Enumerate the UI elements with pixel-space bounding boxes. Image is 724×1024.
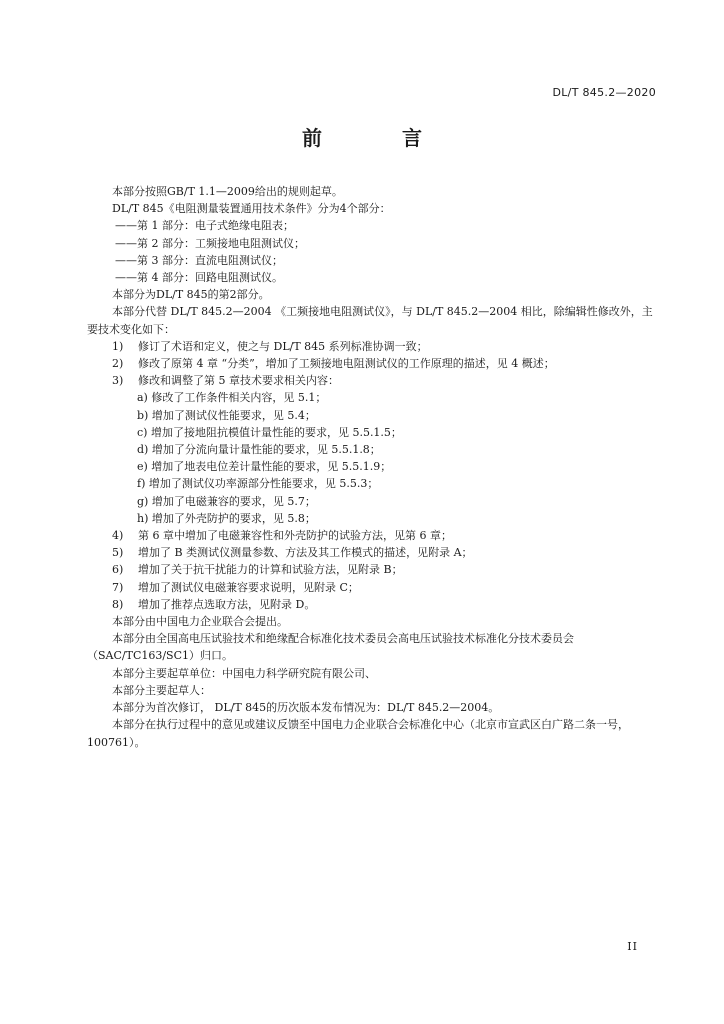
sub-change-item: g) 增加了电磁兼容的要求，见 5.7； <box>137 494 316 508</box>
change-number: 1) <box>112 339 124 353</box>
change-text: 修改和调整了第 5 章技术要求相关内容： <box>138 374 339 388</box>
part-list-item: ——第 3 部分：直流电阻测试仪； <box>115 253 283 267</box>
page-number: II <box>627 940 638 953</box>
change-number: 4) <box>112 529 124 543</box>
paragraph: 本部分为DL/T 845的第2部分。 <box>112 288 270 302</box>
change-item <box>87 596 661 613</box>
part-list-item: ——第 4 部分：回路电阻测试仪。 <box>115 271 283 285</box>
change-number: 8) <box>112 597 124 611</box>
change-text: 增加了关于抗干扰能力的计算和试验方法，见附录 B； <box>138 563 403 577</box>
change-number: 7) <box>112 580 124 594</box>
paragraph: 本部分代替 DL/T 845.2—2004 《工频接地电阻测试仪》，与 DL/T 845.2—2004 相比，除编辑性修改外，主要技术变化如下： <box>87 305 653 336</box>
change-text: 增加了测试仪电磁兼容要求说明，见附录 C； <box>138 580 359 594</box>
paragraph: 本部分主要起草单位：中国电力科学研究院有限公司、 <box>112 666 376 680</box>
page-title: 前 言 <box>302 126 452 150</box>
part-list-item: ——第 2 部分：工频接地电阻测试仪； <box>115 236 305 250</box>
change-item <box>87 544 661 561</box>
change-text: 增加了 B 类测试仪测量参数、方法及其工作模式的描述，见附录 A； <box>138 546 473 560</box>
sub-change-item: e) 增加了地表电位差计量性能的要求，见 5.5.1.9； <box>137 460 392 474</box>
change-item <box>87 579 661 596</box>
change-number: 2) <box>112 357 124 371</box>
paragraph: 本部分由全国高电压试验技术和绝缘配合标准化技术委员会高电压试验技术标准化分技术委员会（SAC/TC163/SC1）归口。 <box>87 632 574 663</box>
change-item <box>87 355 661 372</box>
paragraph: DL/T 845《电阻测量装置通用技术条件》分为4个部分： <box>112 202 391 216</box>
sub-change-item: h) 增加了外壳防护的要求，见 5.8； <box>137 511 316 525</box>
sub-change-item: b) 增加了测试仪性能要求，见 5.4； <box>137 408 316 422</box>
change-item <box>87 372 661 389</box>
change-text: 增加了推荐点选取方法，见附录 D。 <box>138 597 316 611</box>
part-list-item: ——第 1 部分：电子式绝缘电阻表； <box>115 219 294 233</box>
sub-change-item: c) 增加了接地阻抗模值计量性能的要求，见 5.5.1.5； <box>137 425 402 439</box>
change-number: 5) <box>112 546 124 560</box>
change-item <box>87 338 661 355</box>
paragraph: 本部分由中国电力企业联合会提出。 <box>112 615 288 629</box>
paragraph: 本部分为首次修订， DL/T 845的历次版本发布情况为：DL/T 845.2—2004。 <box>112 701 500 715</box>
sub-change-item: a) 修改了工作条件相关内容，见 5.1； <box>137 391 327 405</box>
change-item <box>87 561 661 578</box>
paragraph: 本部分在执行过程中的意见或建议反馈至中国电力企业联合会标准化中心（北京市宣武区白广路二条一号，100761）。 <box>87 718 629 749</box>
paragraph: 本部分主要起草人： <box>112 683 211 697</box>
sub-change-item: d) 增加了分流向量计量性能的要求，见 5.5.1.8； <box>137 443 381 457</box>
sub-change-item: f) 增加了测试仪功率源部分性能要求，见 5.5.3； <box>137 477 379 491</box>
foreword-body <box>87 183 661 751</box>
change-text: 修改了原第 4 章 “分类”，增加了工频接地电阻测试仪的工作原理的描述，见 4 概述； <box>138 357 555 371</box>
change-item <box>87 527 661 544</box>
change-text: 修订了术语和定义，使之与 DL/T 845 系列标准协调一致； <box>138 339 428 353</box>
change-number: 3) <box>112 374 124 388</box>
paragraph: 本部分按照GB/T 1.1—2009给出的规则起草。 <box>112 185 343 198</box>
change-text: 第 6 章中增加了电磁兼容性和外壳防护的试验方法，见第 6 章； <box>138 529 452 543</box>
standard-code: DL/T 845.2—2020 <box>552 86 656 99</box>
change-number: 6) <box>112 563 124 577</box>
